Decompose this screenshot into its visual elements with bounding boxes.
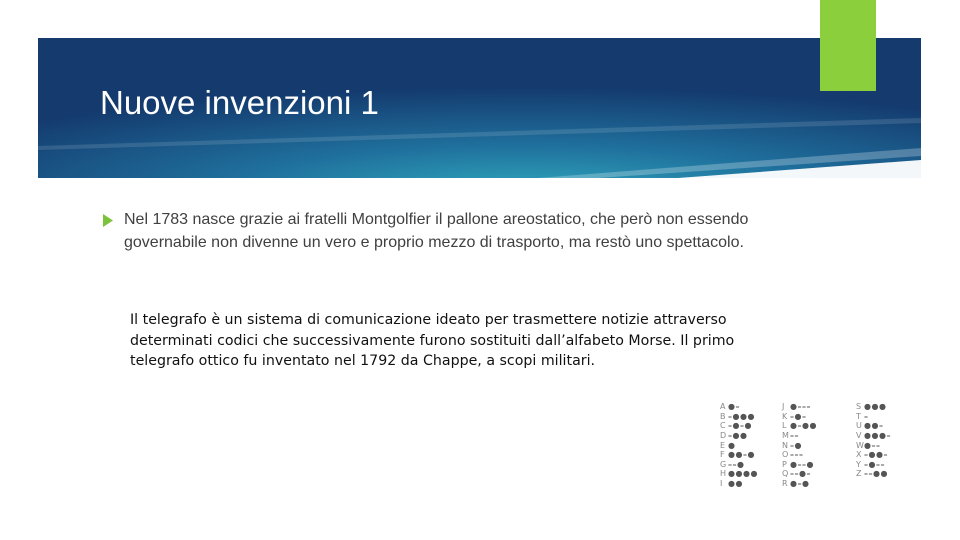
morse-code: ––●● [864, 469, 888, 479]
morse-letter: J [782, 402, 785, 412]
morse-letter: R [782, 479, 788, 489]
bullet-text: Nel 1783 nasce grazie ai fratelli Montgolfier il pallone areostatico, che però non essendo governabile non divenne un vero e proprio mezzo di trasporto, ma restò uno spettacolo. [124, 211, 749, 251]
morse-code: ●–●● [790, 421, 817, 431]
morse-letter: X [856, 450, 862, 460]
morse-letter: S [856, 402, 862, 412]
morse-letter: Z [856, 469, 862, 479]
morse-row [856, 421, 891, 431]
morse-letter: I [720, 479, 723, 489]
morse-letter: D [720, 431, 727, 441]
morse-row [720, 450, 758, 460]
morse-letter: T [856, 411, 861, 421]
morse-code: –● [790, 440, 802, 450]
morse-letter: N [782, 440, 788, 450]
morse-letter: Q [782, 469, 789, 479]
morse-code: – [864, 411, 869, 421]
morse-letter: H [720, 469, 727, 479]
morse-row [720, 431, 758, 441]
morse-row [720, 402, 758, 412]
morse-row [720, 479, 758, 489]
morse-code: –●● [728, 431, 748, 441]
telegraph-paragraph: Il telegrafo è un sistema di comunicazione ideato per trasmettere notizie attraverso determinati codici che successivamente furono sostituiti dall’alfabeto Morse. Il primo telegrafo ottico fu inventato nel 1792 da Chappe, a scopi militari. [130, 312, 735, 369]
morse-row [856, 402, 891, 412]
morse-row [720, 412, 758, 422]
morse-letter: U [856, 421, 862, 431]
slide-title: Nuove invenzioni 1 [100, 84, 379, 121]
morse-row [856, 431, 891, 441]
morse-row [856, 469, 891, 479]
morse-code: ●––● [790, 459, 814, 469]
morse-column-2 [782, 402, 817, 488]
morse-code: –●– [790, 411, 807, 421]
morse-letter: G [720, 459, 727, 469]
morse-code: ––●– [790, 469, 811, 479]
morse-letter: A [720, 402, 726, 412]
morse-code: ●●– [864, 421, 884, 431]
morse-row [720, 469, 758, 479]
morse-letter: B [720, 411, 726, 421]
morse-code: ●–– [864, 440, 881, 450]
morse-row [720, 421, 758, 431]
morse-row [720, 440, 758, 450]
morse-column-3 [856, 402, 891, 479]
morse-letter: F [720, 450, 725, 460]
morse-code: ––● [728, 459, 745, 469]
morse-code: ●––– [790, 402, 811, 412]
morse-row [782, 450, 817, 460]
morse-row [856, 412, 891, 422]
morse-code: –●–– [864, 459, 885, 469]
morse-row [856, 460, 891, 470]
morse-code: ●● [728, 479, 743, 489]
morse-code: ●– [728, 402, 740, 412]
morse-code-chart [718, 402, 908, 492]
morse-row [782, 402, 817, 412]
morse-row [782, 412, 817, 422]
morse-letter: O [782, 450, 789, 460]
morse-letter: M [782, 431, 789, 441]
morse-code: ●●–● [728, 450, 755, 460]
morse-code: ● [728, 440, 736, 450]
morse-code: ●●●– [864, 431, 891, 441]
morse-row [782, 460, 817, 470]
morse-row [720, 460, 758, 470]
morse-row [856, 450, 891, 460]
morse-code: ●●●● [728, 469, 758, 479]
morse-code: –– [790, 431, 799, 441]
morse-letter: Y [856, 459, 861, 469]
diamond-bullet-icon [100, 213, 115, 228]
morse-letter: E [720, 440, 726, 450]
morse-letter: C [720, 421, 726, 431]
morse-code: ●●● [864, 402, 887, 412]
morse-letter: P [782, 459, 787, 469]
morse-row [782, 431, 817, 441]
morse-row [856, 440, 891, 450]
morse-row [782, 479, 817, 489]
morse-letter: W [856, 440, 864, 450]
morse-row [782, 469, 817, 479]
morse-letter: V [856, 431, 862, 441]
morse-letter: K [782, 411, 788, 421]
morse-row [782, 421, 817, 431]
morse-code: –●–● [728, 421, 752, 431]
morse-code: –●●● [728, 411, 755, 421]
morse-code: ––– [790, 450, 804, 460]
morse-code: ●–● [790, 479, 810, 489]
morse-column-1 [720, 402, 758, 488]
accent-bar [820, 0, 876, 91]
morse-letter: L [782, 421, 787, 431]
morse-row [782, 440, 817, 450]
morse-code: –●●– [864, 450, 888, 460]
